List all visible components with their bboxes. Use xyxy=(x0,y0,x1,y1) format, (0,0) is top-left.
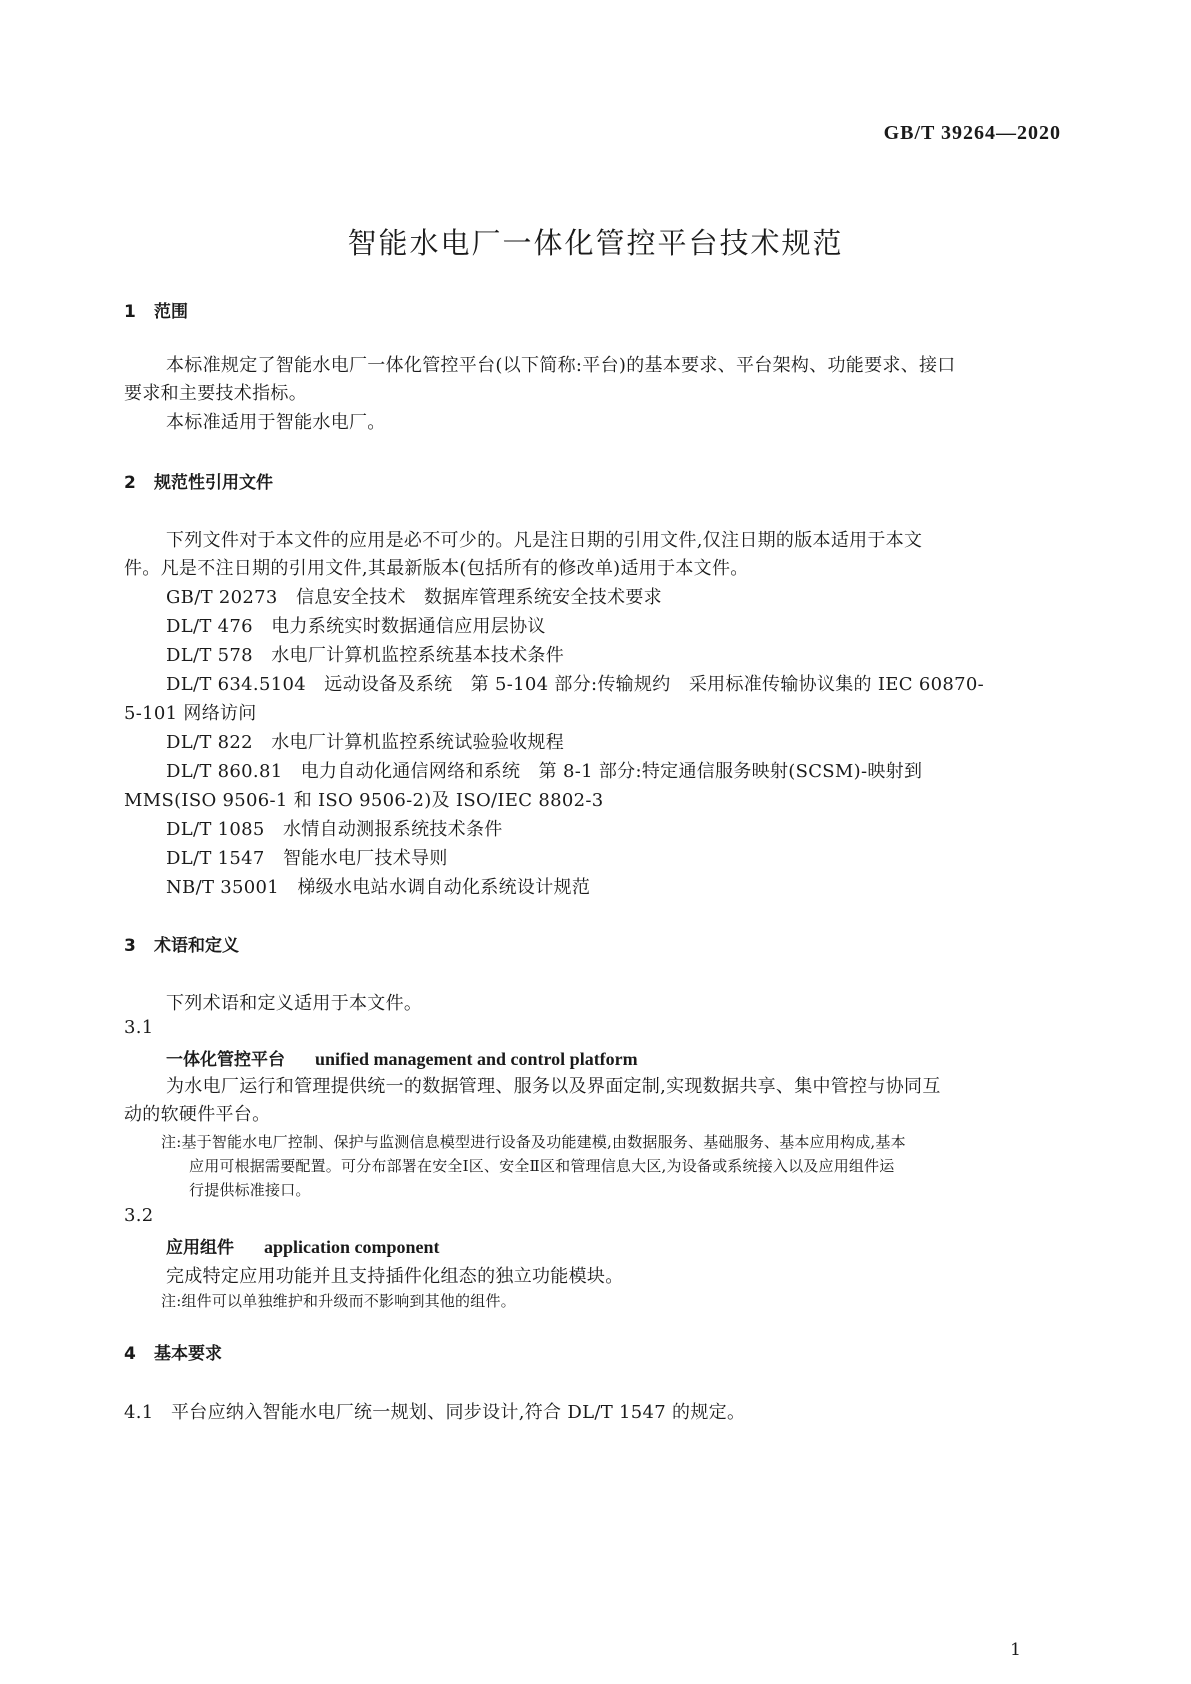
note: 应用可根据需要配置。可分布部署在安全Ⅰ区、安全Ⅱ区和管理信息大区,为设备或系统接入以及应用组件运 xyxy=(189,1157,895,1175)
standard-number: GB/T 39264—2020 xyxy=(883,122,1061,144)
section-1-heading xyxy=(124,297,188,322)
reference-item: DL/T 1547 智能水电厂技术导则 xyxy=(166,848,448,869)
paragraph: 下列术语和定义适用于本文件。 xyxy=(166,993,423,1014)
term-definition: 完成特定应用功能并且支持插件化组态的独立功能模块。 xyxy=(166,1266,624,1287)
section-number: 2 xyxy=(124,473,136,493)
clause xyxy=(124,1398,745,1424)
term-en: unified management and control platform xyxy=(315,1049,638,1069)
reference-item: DL/T 578 水电厂计算机监控系统基本技术条件 xyxy=(166,645,565,666)
section-number: 4 xyxy=(124,1344,136,1364)
section-title: 术语和定义 xyxy=(154,936,239,956)
paragraph: 本标准规定了智能水电厂一体化管控平台(以下简称:平台)的基本要求、平台架构、功能要求、接口 xyxy=(166,355,956,376)
paragraph: 下列文件对于本文件的应用是必不可少的。凡是注日期的引用文件,仅注日期的版本适用于本文 xyxy=(166,530,923,551)
section-2-heading xyxy=(124,468,273,493)
note: 行提供标准接口。 xyxy=(189,1181,311,1199)
clause-text: 平台应纳入智能水电厂统一规划、同步设计,符合 DL/T 1547 的规定。 xyxy=(171,1402,746,1423)
term-definition: 动的软硬件平台。 xyxy=(124,1104,271,1125)
reference-item: DL/T 822 水电厂计算机监控系统试验验收规程 xyxy=(166,732,565,753)
page-number: 1 xyxy=(1010,1640,1021,1660)
section-number: 3 xyxy=(124,936,136,956)
clause-number: 4.1 xyxy=(124,1402,154,1423)
reference-item-continued: MMS(ISO 9506-1 和 ISO 9506-2)及 ISO/IEC 8802-3 xyxy=(124,790,604,811)
term-number: 3.2 xyxy=(124,1205,154,1226)
document-title: 智能水电厂一体化管控平台技术规范 xyxy=(347,226,844,260)
section-number: 1 xyxy=(124,302,136,322)
reference-item-continued: 5-101 网络访问 xyxy=(124,703,257,724)
term-zh: 应用组件 xyxy=(166,1238,234,1258)
section-4-heading xyxy=(124,1339,222,1364)
reference-item: GB/T 20273 信息安全技术 数据库管理系统安全技术要求 xyxy=(166,587,662,608)
term-zh: 一体化管控平台 xyxy=(166,1050,285,1070)
reference-item: DL/T 860.81 电力自动化通信网络和系统 第 8-1 部分:特定通信服务映射(SCSM)-映射到 xyxy=(166,761,923,782)
section-title: 范围 xyxy=(154,302,188,322)
term-definition: 为水电厂运行和管理提供统一的数据管理、服务以及界面定制,实现数据共享、集中管控与协同互 xyxy=(166,1076,941,1097)
term-number: 3.1 xyxy=(124,1017,154,1038)
paragraph: 要求和主要技术指标。 xyxy=(124,383,307,404)
reference-item: NB/T 35001 梯级水电站水调自动化系统设计规范 xyxy=(166,877,591,898)
paragraph: 本标准适用于智能水电厂。 xyxy=(166,412,386,433)
reference-item: DL/T 476 电力系统实时数据通信应用层协议 xyxy=(166,616,546,637)
note: 注:基于智能水电厂控制、保护与监测信息模型进行设备及功能建模,由数据服务、基础服务、基本应用构成,基本 xyxy=(161,1133,906,1151)
paragraph: 件。凡是不注日期的引用文件,其最新版本(包括所有的修改单)适用于本文件。 xyxy=(124,558,749,579)
term-heading xyxy=(166,1045,638,1070)
reference-item: DL/T 634.5104 远动设备及系统 第 5-104 部分:传输规约 采用标准传输协议集的 IEC 60870- xyxy=(166,674,984,695)
section-title: 规范性引用文件 xyxy=(154,473,273,493)
reference-item: DL/T 1085 水情自动测报系统技术条件 xyxy=(166,819,503,840)
note: 注:组件可以单独维护和升级而不影响到其他的组件。 xyxy=(161,1292,516,1310)
term-heading xyxy=(166,1233,440,1258)
section-title: 基本要求 xyxy=(154,1344,222,1364)
section-3-heading xyxy=(124,931,239,956)
term-en: application component xyxy=(264,1237,440,1257)
